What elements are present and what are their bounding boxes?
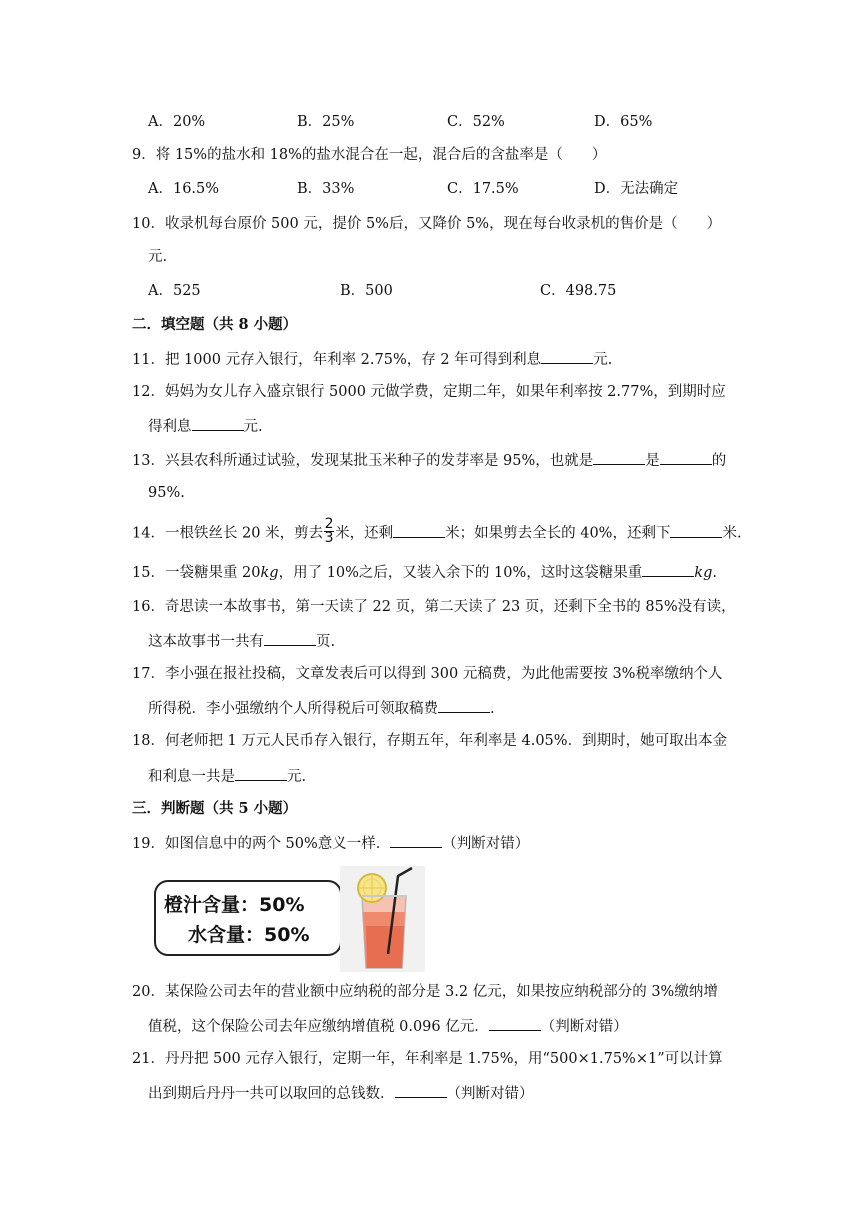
q14 xyxy=(132,516,742,547)
q21-line2 xyxy=(148,1082,534,1104)
answer-blank[interactable] xyxy=(393,522,445,538)
q11-text: 11．把 1000 元存入银行，年利率 2.75%，存 2 年可得到利息 xyxy=(132,352,542,368)
q13-text: 13．兴县农科所通过试验，发现某批玉米种子的发芽率是 95%，也就是 xyxy=(132,453,594,469)
answer-blank[interactable] xyxy=(593,449,645,465)
answer-blank[interactable] xyxy=(660,449,712,465)
q9-option-a: A．16.5% xyxy=(148,181,220,197)
q18-unit: 元. xyxy=(287,769,307,785)
bubble-juice-content: 橙汁含量：50% xyxy=(164,894,305,916)
q19 xyxy=(132,832,529,854)
q17-end: . xyxy=(490,701,495,717)
q14-mid2: 米；如果剪去全长的 40%，还剩下 xyxy=(445,525,671,542)
q12-line1: 12．妈妈为女儿存入盛京银行 5000 元做学费，定期二年，如果年利率按 2.77%，到期时应 xyxy=(132,384,726,400)
q8-option-a: A．20% xyxy=(148,114,206,130)
q17-line2 xyxy=(148,697,495,719)
q8-option-c: C．52% xyxy=(447,114,505,130)
answer-blank[interactable] xyxy=(390,832,442,848)
answer-blank[interactable] xyxy=(264,630,316,646)
q13-end: 的 xyxy=(711,453,727,469)
q13-line2: 95%. xyxy=(148,485,185,501)
q9-option-c: C．17.5% xyxy=(447,181,519,197)
fraction-numerator: 2 xyxy=(324,516,334,532)
q10-line2: 元. xyxy=(148,249,168,265)
answer-blank[interactable] xyxy=(642,561,694,577)
q20-text: 值税，这个保险公司去年应缴纳增值税 0.096 亿元． xyxy=(148,1019,489,1035)
fraction-denominator: 3 xyxy=(324,530,334,546)
answer-blank[interactable] xyxy=(438,697,490,713)
section-true-false-heading: 三．判断题（共 5 小题） xyxy=(132,800,298,817)
q13-mid: 是 xyxy=(645,453,660,469)
q21-instruction: （判断对错） xyxy=(446,1086,534,1102)
answer-blank[interactable] xyxy=(670,522,722,538)
q14-end: 米. xyxy=(722,525,742,542)
q15-text: 15．一袋糖果重 20 xyxy=(132,565,261,581)
q20-line2 xyxy=(148,1015,628,1037)
q8-option-b: B．25% xyxy=(297,114,355,130)
q9-text: 9．将 15%的盐水和 18%的盐水混合在一起，混合后的含盐率是（ ） xyxy=(132,147,607,163)
answer-blank[interactable] xyxy=(192,415,244,431)
bubble-water-content: 水含量：50% xyxy=(188,924,310,946)
q19-text: 19．如图信息中的两个 50%意义一样． xyxy=(132,836,391,852)
answer-blank[interactable] xyxy=(395,1082,447,1098)
q15-mid: ，用了 10%之后，又装入余下的 10%，这时这袋糖果重 xyxy=(278,565,643,581)
q17-line1: 17．李小强在报社投稿，文章发表后可以得到 300 元稿费，为此他需要按 3%税率缴纳个人 xyxy=(132,666,723,682)
q21-text: 出到期后丹丹一共可以取回的总钱数． xyxy=(148,1086,395,1102)
q16-unit: 页. xyxy=(316,634,336,650)
q16-line1: 16．奇思读一本故事书，第一天读了 22 页，第二天读了 23 页，还剩下全书的 85%没有读， xyxy=(132,599,736,615)
unit-kg: kg xyxy=(694,565,713,581)
q18-text: 和利息一共是 xyxy=(148,769,235,785)
q12-text: 得利息 xyxy=(148,419,192,435)
juice-glass-icon xyxy=(340,866,425,972)
section-fill-in-heading: 二．填空题（共 8 小题） xyxy=(132,316,298,333)
q14-text: 14．一根铁丝长 20 米，剪去 xyxy=(132,525,324,542)
q16-text: 这本故事书一共有 xyxy=(148,634,264,650)
q12-line2 xyxy=(148,415,263,437)
q14-mid1: 米，还剩 xyxy=(335,525,394,542)
q11-unit: 元. xyxy=(593,352,613,368)
q17-text: 所得税．李小强缴纳个人所得税后可领取稿费 xyxy=(148,701,438,717)
q15 xyxy=(132,561,717,583)
q9-option-b: B．33% xyxy=(297,181,355,197)
q18-line2 xyxy=(148,765,306,787)
q19-instruction: （判断对错） xyxy=(442,836,530,852)
q12-unit: 元. xyxy=(243,419,263,435)
q10-option-c: C．498.75 xyxy=(540,283,617,299)
q20-instruction: （判断对错） xyxy=(540,1019,628,1035)
q18-line1: 18．何老师把 1 万元人民币存入银行，存期五年，年利率是 4.05%．到期时，她可取出本金 xyxy=(132,733,728,749)
q11 xyxy=(132,348,612,370)
q8-option-d: D．65% xyxy=(594,114,653,130)
q13-line1 xyxy=(132,449,726,471)
unit-kg: kg xyxy=(260,565,279,581)
juice-figure xyxy=(150,866,425,972)
q10-line1: 10．收录机每台原价 500 元，提价 5%后，又降价 5%，现在每台收录机的售价是（ ） xyxy=(132,216,722,232)
q10-option-a: A．525 xyxy=(148,283,201,299)
q21-line1: 21．丹丹把 500 元存入银行，定期一年，年利率是 1.75%，用“500×1.75%×1”可以计算 xyxy=(132,1051,723,1067)
q9-option-d: D．无法确定 xyxy=(594,181,679,197)
q20-line1: 20．某保险公司去年的营业额中应纳税的部分是 3.2 亿元，如果按应纳税部分的 3%缴纳增 xyxy=(132,984,718,1000)
answer-blank[interactable] xyxy=(541,348,593,364)
fraction xyxy=(324,518,334,545)
q10-option-b: B．500 xyxy=(340,283,393,299)
speech-bubble-tail-cover xyxy=(150,866,360,972)
q15-end: . xyxy=(712,565,717,581)
answer-blank[interactable] xyxy=(489,1015,541,1031)
q16-line2 xyxy=(148,630,335,652)
answer-blank[interactable] xyxy=(235,765,287,781)
